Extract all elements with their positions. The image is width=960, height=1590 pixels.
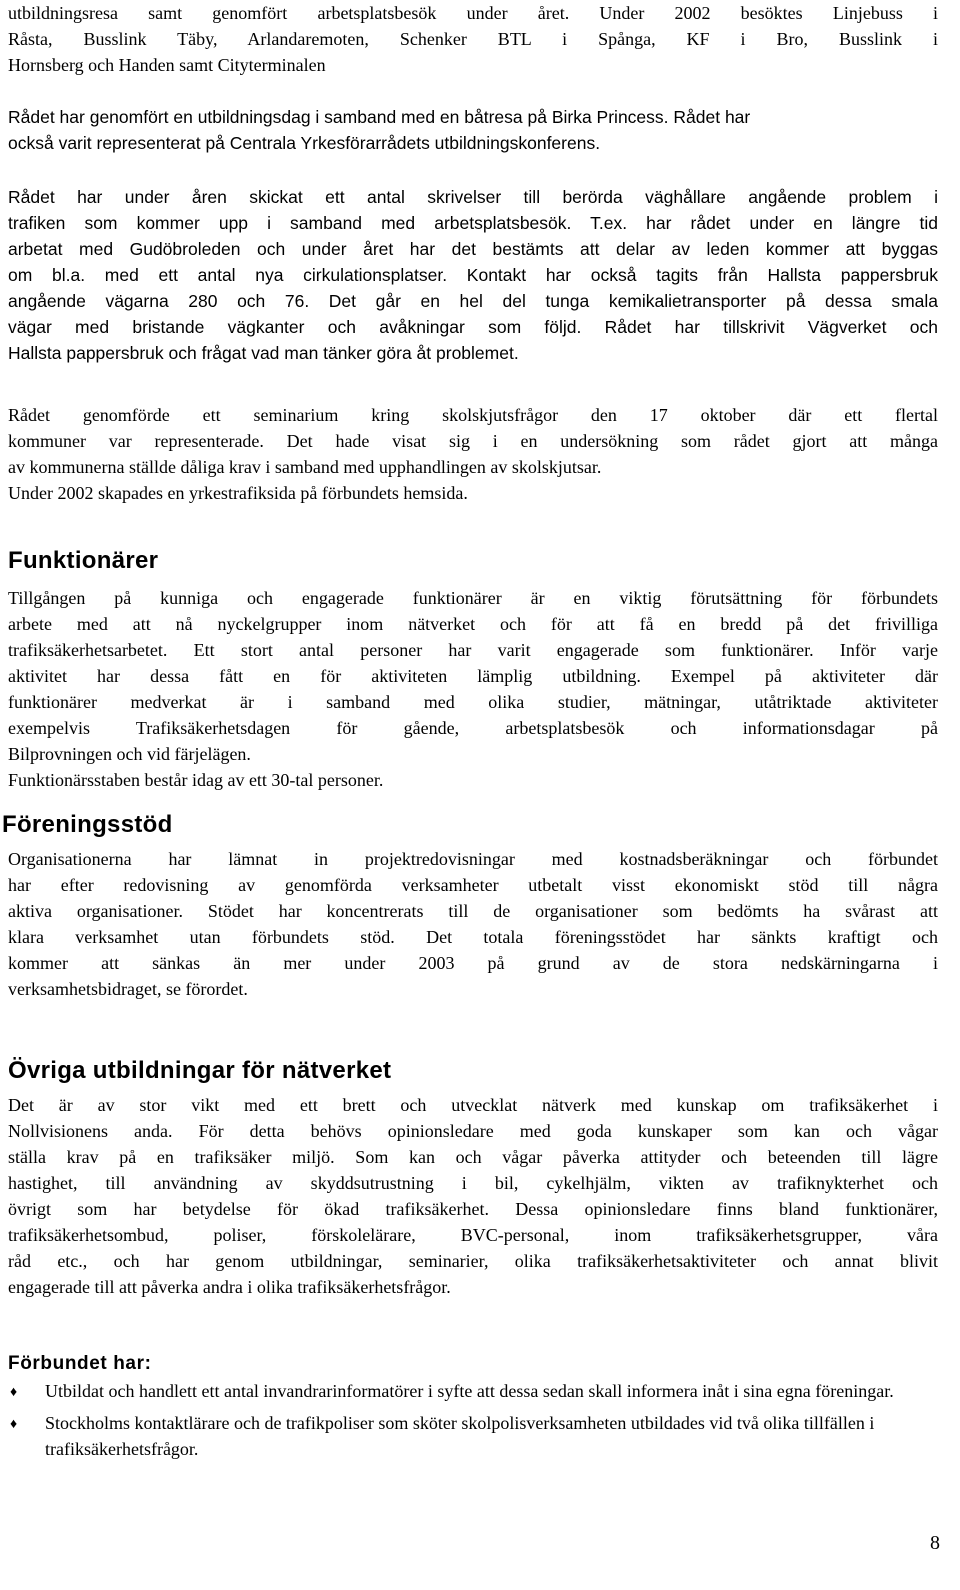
- text-line: kommuner var representerade. Det hade visat sig i en undersökning som rådet gjort att många: [8, 431, 938, 451]
- diamond-bullet-icon: ♦: [10, 1385, 18, 1400]
- text-line: vägar med bristande vägkanter och avåkningar som följd. Rådet har tillskrivit Vägverket och: [8, 317, 938, 337]
- text-line: Rådet har under åren skickat ett antal skrivelser till berörda väghållare angående problem i: [8, 187, 938, 207]
- list-item: [8, 1378, 938, 1404]
- text-line: funktionärer medverkat är i samband med olika studier, mätningar, utåtriktade aktiviteter: [8, 692, 938, 712]
- diamond-bullet-icon: ♦: [10, 1417, 18, 1432]
- paragraph-natverket: [8, 1092, 938, 1300]
- text-line: råd etc., och har genom utbildningar, seminarier, olika trafiksäkerhetsaktiviteter och annat blivit: [8, 1251, 938, 1271]
- text-line: ställa krav på en trafiksäker miljö. Som kan och vågar påverka attityder och beteenden till lägre: [8, 1147, 938, 1167]
- text-line: kommer att sänkas än mer under 2003 på grund av de stora nedskärningarna i: [8, 953, 938, 973]
- paragraph-seminarium: [8, 402, 938, 506]
- text-line: aktiva organisationer. Stödet har koncentrerats till de organisationer som bedömts ha svårast att: [8, 901, 938, 921]
- text-line: trafiksäkerhetsarbetet. Ett stort antal personer har varit engagerade som funktionärer. Inför varje: [8, 640, 938, 660]
- heading-ovriga-utbildningar: Övriga utbildningar för nätverket: [8, 1057, 392, 1084]
- text-line: verksamhetsbidraget, se förordet.: [8, 979, 248, 999]
- text-line: Funktionärsstaben består idag av ett 30-tal personer.: [8, 770, 384, 790]
- list-item-text: Stockholms kontaktlärare och de trafikpoliser som sköter skolpolisverksamheten utbildades vid två olika tillfällen i trafiksäkerhetsfrågor.: [45, 1413, 875, 1459]
- list-item: [8, 1410, 938, 1462]
- heading-forbundet-har: Förbundet har:: [8, 1353, 152, 1374]
- text-line: om bl.a. med ett antal nya cirkulationsplatser. Kontakt har också tagits från Hallsta pappersbruk: [8, 265, 938, 285]
- text-line: Rådet har genomfört en utbildningsdag i samband med en båtresa på Birka Princess. Rådet har: [8, 107, 751, 127]
- text-line: av kommunerna ställde dåliga krav i samband med upphandlingen av skolskjutsar.: [8, 457, 602, 477]
- bullet-list: [8, 1378, 938, 1468]
- text-line: aktivitet har dessa fått en för aktiviteten lämplig utbildning. Exempel på aktiviteter där: [8, 666, 938, 686]
- text-line: Organisationerna har lämnat in projektredovisningar med kostnadsberäkningar och förbundet: [8, 849, 938, 869]
- text-line: Bilprovningen och vid färjelägen.: [8, 744, 251, 764]
- text-line: hastighet, till användning av skyddsutrustning i bil, cykelhjälm, vikten av trafiknykterhet och: [8, 1173, 938, 1193]
- text-line: Rådet genomförde ett seminarium kring skolskjutsfrågor den 17 oktober där ett flertal: [8, 405, 938, 425]
- page-number: 8: [930, 1532, 940, 1554]
- text-line: engagerade till att påverka andra i olika trafiksäkerhetsfrågor.: [8, 1277, 451, 1297]
- text-line: arbete med att nå nyckelgrupper inom nätverket och för att få en bredd på det frivilliga: [8, 614, 938, 634]
- text-line: klara verksamhet utan förbundets stöd. Det totala föreningsstödet har sänkts kraftigt och: [8, 927, 938, 947]
- paragraph-funktionarer: [8, 585, 938, 793]
- text-line: trafiksäkerhetsombud, poliser, förskolelärare, BVC-personal, inom trafiksäkerhetsgrupper, våra: [8, 1225, 938, 1245]
- text-line: Under 2002 skapades en yrkestrafiksida på förbundets hemsida.: [8, 483, 468, 503]
- text-line: också varit representerat på Centrala Yrkesförarrådets utbildningskonferens.: [8, 133, 601, 153]
- text-line: Nollvisionens anda. För detta behövs opinionsledare med goda kunskaper som kan och vågar: [8, 1121, 938, 1141]
- text-line: övrigt som har betydelse för ökad trafiksäkerhet. Dessa opinionsledare finns bland funktionärer,: [8, 1199, 938, 1219]
- text-line: Tillgången på kunniga och engagerade funktionärer är en viktig förutsättning för förbundets: [8, 588, 938, 608]
- paragraph-foreningsstod: [8, 846, 938, 1002]
- text-line: Hornsberg och Handen samt Cityterminalen: [8, 55, 326, 75]
- text-line: angående vägarna 280 och 76. Det går en hel del tunga kemikalietransporter på dessa smala: [8, 291, 938, 311]
- text-line: Råsta, Busslink Täby, Arlandaremoten, Schenker BTL i Spånga, KF i Bro, Busslink i: [8, 29, 938, 49]
- list-item-text: Utbildat och handlett ett antal invandrarinformatörer i syfte att dessa sedan skall informera inåt i sina egna föreningar.: [45, 1381, 894, 1401]
- paragraph-utbildningsdag: [8, 104, 938, 156]
- text-line: har efter redovisning av genomförda verksamheter utbetalt visst ekonomiskt stöd till några: [8, 875, 938, 895]
- text-line: Hallsta pappersbruk och frågat vad man tänker göra åt problemet.: [8, 343, 519, 363]
- heading-funktionarer: Funktionärer: [8, 547, 159, 574]
- text-line: Det är av stor vikt med ett brett och utvecklat nätverk med kunskap om trafiksäkerhet i: [8, 1095, 938, 1115]
- text-line: exempelvis Trafiksäkerhetsdagen för gående, arbetsplatsbesök och informationsdagar på: [8, 718, 938, 738]
- text-line: utbildningsresa samt genomfört arbetsplatsbesök under året. Under 2002 besöktes Linjebuss i: [8, 3, 938, 23]
- paragraph-arbetsplatsbesok: [8, 0, 938, 78]
- paragraph-skrivelser: [8, 184, 938, 366]
- text-line: trafiken som kommer upp i samband med arbetsplatsbesök. T.ex. har rådet under en längre tid: [8, 213, 938, 233]
- heading-foreningsstod: Föreningsstöd: [2, 811, 173, 838]
- text-line: arbetat med Gudöbroleden och under året har det bestämts att delar av leden kommer att byggas: [8, 239, 938, 259]
